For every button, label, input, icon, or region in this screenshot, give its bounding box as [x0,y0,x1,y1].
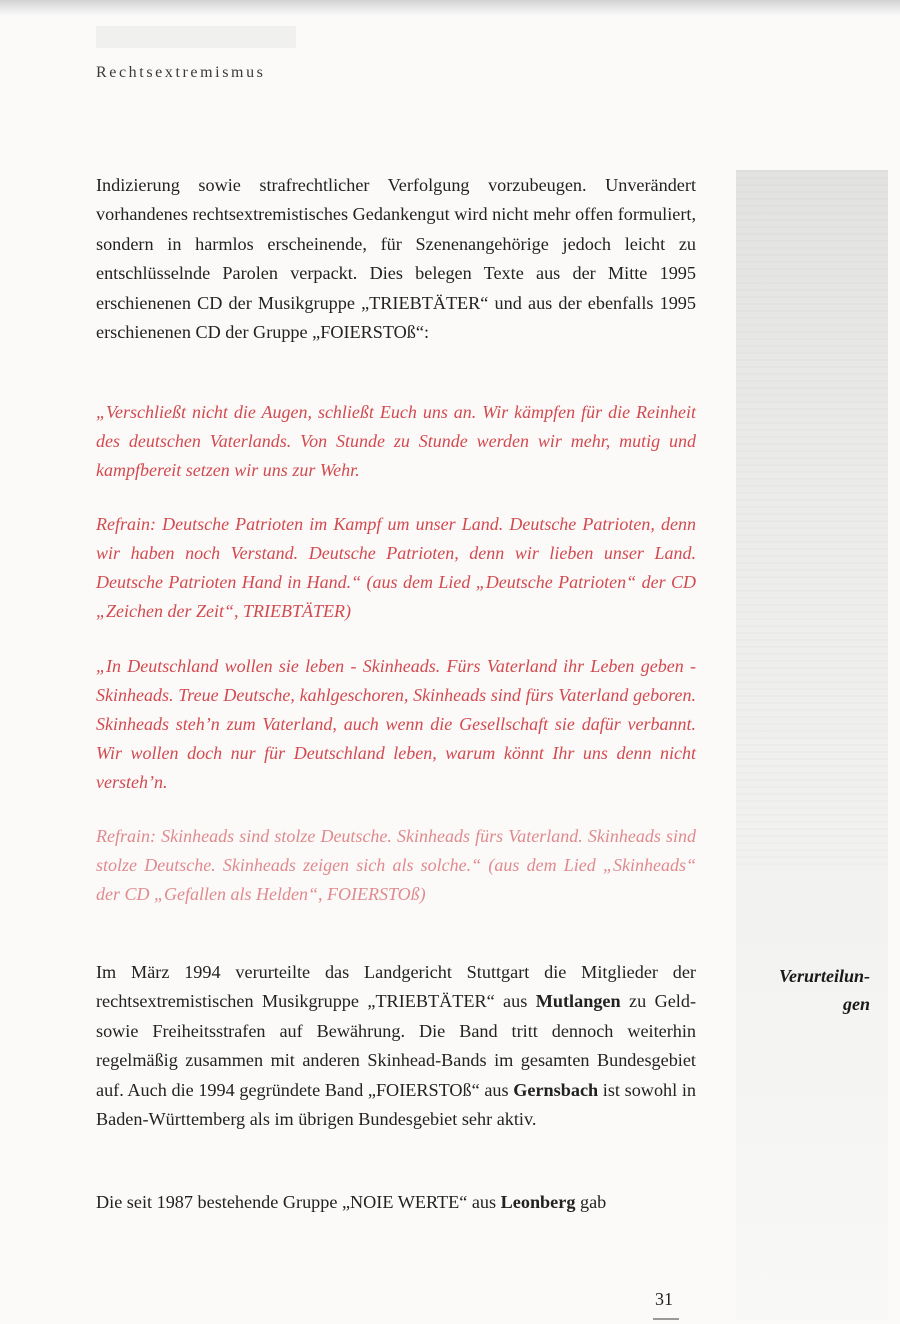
running-head: Rechtsextremismus [96,64,266,81]
quote-foierstoss-refrain: Refrain: Skinheads sind stolze Deutsche. Skinheads fürs Vaterland. Skinheads sind stolze Deutsche. Skinheads zeigen sich als solche.“ (aus dem Lied „Skinheads“ der CD „Gefallen als Helden“, FOIERSTOß) [96,826,696,904]
margin-note-verurteilungen: Verurteilun- gen [778,966,870,1014]
p3-text-a: Die seit 1987 bestehende Gruppe „NOIE WERTE“ aus [96,1192,501,1212]
quote-triebtaeter-verse: „Verschließt nicht die Augen, schließt Euch uns an. Wir kämpfen für die Reinheit des deutschen Vaterlands. Von Stunde zu Stunde werden wir mehr, mutig und kampfbereit setzen wir uns zur Wehr. [96,402,696,480]
p2-text-e: ist sowohl in Baden-Württemberg als im übrigen Bundesgebiet sehr aktiv. [96,1079,696,1130]
place-leonberg: Leonberg [500,1192,576,1212]
margin-column [736,170,888,1320]
place-gernsbach: Gernsbach [513,1079,599,1100]
body-paragraph-1: Indizierung sowie strafrechtlicher Verfolgung vorzubeugen. Unverändert vorhandenes rechtsextremistisches Gedankengut wird nicht mehr offen formuliert, sondern in harmlos erscheinende, für Szenenangehörige jedoch leicht zu entschlüsselnde Parolen verpackt. Dies belegen Texte aus der Mitte 1995 erschienenen CD der Musikgruppe „TRIEBTÄTER“ und aus der ebenfalls 1995 erschienenen CD der Gruppe „FOIERSTOß“: [96,175,696,343]
quote-foierstoss-verse: „In Deutschland wollen sie leben - Skinheads. Fürs Vaterland ihr Leben geben - Skinheads. Treue Deutsche, kahlgeschoren, Skinheads sind fürs Vaterland geboren. Skinheads steh’n zum Vaterland, auch wenn die Gesellschaft sie dafür verbannt. Wir wollen doch nur für Deutschland leben, warum könnt Ihr uns denn nicht versteh’n. [96,656,696,792]
page-number: 31 [655,1289,673,1309]
scan-smudge [96,26,296,48]
scan-top-edge [0,0,900,16]
body-paragraph-2 [96,958,696,1134]
place-mutlangen: Mutlangen [535,991,621,1012]
body-paragraph-3 [96,1188,696,1217]
page-number-rule [653,1318,679,1320]
quote-triebtaeter-refrain: Refrain: Deutsche Patrioten im Kampf um unser Land. Deutsche Patrioten, denn wir haben noch Verstand. Deutsche Patrioten, denn wir lieben unser Land. Deutsche Patrioten Hand in Hand.“ (aus dem Lied „Deutsche Patrioten“ der CD „Zeichen der Zeit“, TRIEBTÄTER) [96,514,696,621]
p3-text-c: gab [575,1192,607,1212]
p2-text-a: Im März 1994 verurteilte das Landgericht Stuttgart die Mitglieder der rechtsextremistischen Musikgruppe „TRIEBTÄTER“ aus [96,962,696,1012]
p2-text-c: zu Geld- sowie Freiheitsstrafen auf Bewährung. Die Band tritt dennoch weiterhin regelmäßig zusammen mit anderen Skinhead-Bands im gesamten Bundesgebiet auf. Auch die 1994 gegründete Band „FOIERSTOß“ aus [96,991,696,1100]
